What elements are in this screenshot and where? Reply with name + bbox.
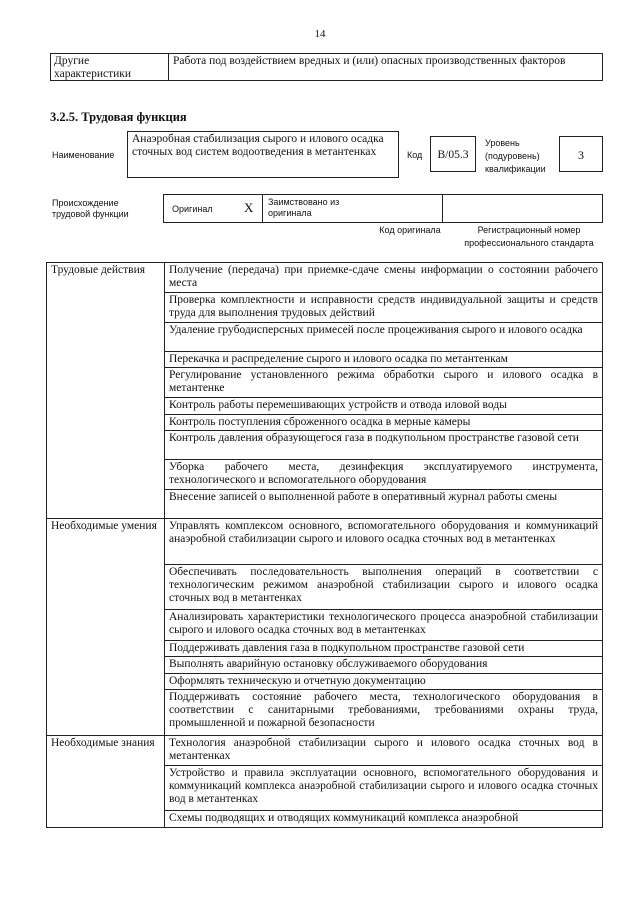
- code-label: Код: [407, 150, 423, 160]
- section-item: Выполнять аварийную остановку обслуживаемого оборудования: [165, 657, 603, 674]
- original-label: Оригинал: [172, 204, 213, 214]
- name-label: Наименование: [52, 150, 115, 160]
- section-item: Контроль поступления сброженного осадка в мерные камеры: [165, 414, 603, 431]
- level-label: Уровень (подуровень) квалификации: [485, 138, 546, 174]
- section-item: Обеспечивать последовательность выполнения операций в соответствии с технологическим режимом анаэробной стабилизации сырого и илового осадка сточных вод в метантенках: [165, 564, 603, 609]
- section-item: Поддерживать состояние рабочего места, технологического оборудования в соответствии с санитарными требованиями, требованиями охраны труда, промышленной и пожарной безопасности: [165, 690, 603, 735]
- qualification-level: 3: [559, 136, 603, 172]
- section-item: Контроль давления образующегося газа в подкупольном пространстве газовой сети: [165, 431, 603, 460]
- divider: [442, 195, 443, 222]
- section-item: Устройство и правила эксплуатации основного, вспомогательного оборудования и коммуникаций комплекса анаэробной стабилизации сырого и илового осадка сточных вод в метантенках: [165, 765, 603, 810]
- section-item: Проверка комплектности и исправности средств индивидуальной защиты и средств труда для выполнения трудовых действий: [165, 292, 603, 322]
- divider: [262, 195, 263, 222]
- other-characteristics-table: [50, 53, 603, 81]
- registration-caption: Регистрационный номер профессионального стандарта: [464, 225, 594, 248]
- labor-function-table: [46, 262, 603, 828]
- section-item: Схемы подводящих и отводящих коммуникаций комплекса анаэробной: [165, 811, 603, 828]
- section-item: Удаление грубодисперсных примесей после процеживания сырого и илового осадка: [165, 322, 603, 351]
- section-item: Уборка рабочего места, дезинфекция эксплуатируемого инструмента, технологического и вспомогательного оборудования: [165, 460, 603, 490]
- section-item: Управлять комплексом основного, вспомогательного оборудования и коммуникаций анаэробной стабилизации сырого и илового осадка сточных вод в метантенках: [165, 519, 603, 564]
- other-characteristics-label: Другие характеристики: [51, 54, 169, 80]
- section-item: Внесение записей о выполненной работе в оперативный журнал работы смены: [165, 490, 603, 519]
- section-item: Оформлять техническую и отчетную документацию: [165, 673, 603, 690]
- section-label: Необходимые знания: [47, 735, 165, 827]
- section-label: Трудовые действия: [47, 263, 165, 519]
- section-item: Поддерживать давления газа в подкупольном пространстве газовой сети: [165, 640, 603, 657]
- section-heading: 3.2.5. Трудовая функция: [50, 110, 187, 124]
- page-number: 14: [314, 28, 326, 40]
- other-characteristics-value: Работа под воздействием вредных и (или) опасных производственных факторов: [173, 55, 566, 67]
- table-row: [47, 735, 603, 765]
- table-row: [47, 263, 603, 293]
- function-code: В/05.3: [430, 136, 476, 172]
- table-row: [47, 519, 603, 564]
- section-item: Анализировать характеристики технологического процесса анаэробной стабилизации сырого и илового осадка сточных вод в метантенках: [165, 609, 603, 640]
- code-caption: Код оригинала: [379, 225, 441, 235]
- origin-box: [163, 194, 603, 223]
- section-item: Технология анаэробной стабилизации сырого и илового осадка сточных вод в метантенках: [165, 735, 603, 765]
- function-name: Анаэробная стабилизация сырого и илового осадка сточных вод систем водоотведения в метантенках: [127, 131, 399, 178]
- section-item: Регулирование установленного режима обработки сырого и илового осадка в метантенке: [165, 368, 603, 398]
- origin-label: Происхождение трудовой функции: [52, 198, 129, 219]
- original-mark: X: [244, 200, 254, 215]
- section-item: Получение (передача) при приемке-сдаче смены информации о состоянии рабочего места: [165, 263, 603, 293]
- section-item: Перекачка и распределение сырого и илового осадка по метантенкам: [165, 351, 603, 368]
- section-label: Необходимые умения: [47, 519, 165, 736]
- section-item: Контроль работы перемешивающих устройств и отвода иловой воды: [165, 398, 603, 415]
- borrowed-label: Заимствовано из оригинала: [268, 197, 340, 218]
